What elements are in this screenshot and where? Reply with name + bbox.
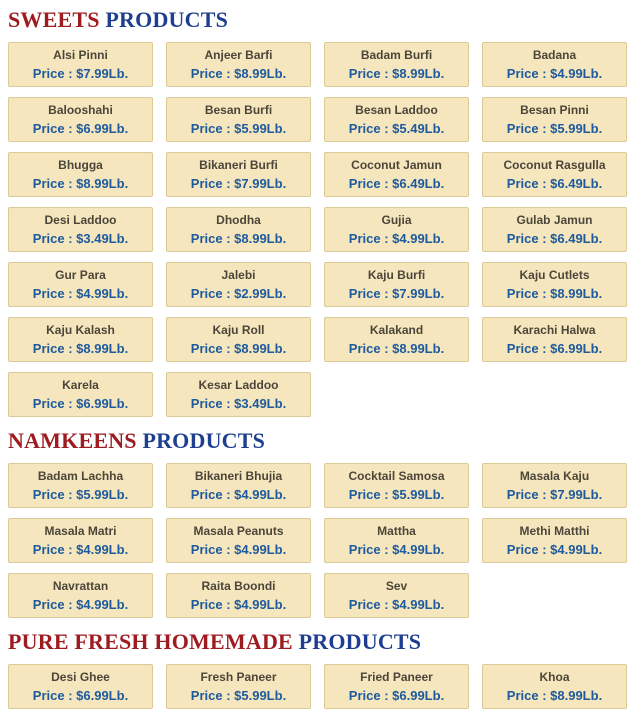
section-heading [8, 6, 627, 33]
product-name: Mattha [377, 524, 416, 538]
product-card[interactable] [8, 463, 153, 508]
product-name: Desi Ghee [51, 670, 110, 684]
product-card[interactable] [324, 317, 469, 362]
product-card[interactable] [324, 573, 469, 618]
product-card[interactable] [324, 664, 469, 709]
section-heading [8, 427, 627, 454]
product-card[interactable] [324, 207, 469, 252]
product-name: Bikaneri Bhujia [194, 469, 283, 483]
product-price: Price : $4.99Lb. [506, 542, 603, 557]
product-name: Methi Matthi [519, 524, 590, 538]
product-card[interactable] [166, 372, 311, 417]
product-name: Badana [532, 48, 577, 62]
product-card[interactable] [166, 463, 311, 508]
product-card[interactable] [482, 97, 627, 142]
product-card[interactable] [166, 97, 311, 142]
product-price: Price : $2.99Lb. [190, 286, 287, 301]
product-price: Price : $5.49Lb. [348, 121, 445, 136]
section-suffix-label: PRODUCTS [105, 7, 229, 32]
product-price: Price : $8.99Lb. [506, 688, 603, 703]
product-price: Price : $3.49Lb. [190, 396, 287, 411]
product-grid [8, 42, 627, 417]
product-name: Khoa [539, 670, 570, 684]
product-name: Fresh Paneer [200, 670, 277, 684]
product-price: Price : $4.99Lb. [348, 542, 445, 557]
product-card[interactable] [8, 317, 153, 362]
product-price: Price : $5.99Lb. [506, 121, 603, 136]
product-name: Kaju Cutlets [519, 268, 590, 282]
product-card[interactable] [8, 262, 153, 307]
product-section-sweets [8, 6, 627, 417]
product-price: Price : $8.99Lb. [506, 286, 603, 301]
section-category-label: NAMKEENS [8, 428, 137, 453]
product-price: Price : $5.99Lb. [190, 688, 287, 703]
product-name: Badam Lachha [37, 469, 124, 483]
product-name: Kaju Burfi [367, 268, 426, 282]
product-price: Price : $8.99Lb. [190, 231, 287, 246]
product-name: Besan Burfi [204, 103, 273, 117]
product-card[interactable] [8, 573, 153, 618]
product-price: Price : $7.99Lb. [32, 66, 129, 81]
product-price: Price : $4.99Lb. [32, 542, 129, 557]
product-card[interactable] [8, 664, 153, 709]
product-name: Kesar Laddoo [198, 378, 279, 392]
product-name: Coconut Jamun [351, 158, 442, 172]
section-heading [8, 628, 627, 655]
product-card[interactable] [482, 317, 627, 362]
product-section-namkeens [8, 427, 627, 618]
product-name: Fried Paneer [360, 670, 433, 684]
product-name: Raita Boondi [201, 579, 276, 593]
product-card[interactable] [166, 152, 311, 197]
product-price: Price : $4.99Lb. [190, 542, 287, 557]
product-name: Alsi Pinni [53, 48, 108, 62]
product-price: Price : $7.99Lb. [190, 176, 287, 191]
product-name: Jalebi [221, 268, 256, 282]
product-name: Anjeer Barfi [204, 48, 273, 62]
section-suffix-label: PRODUCTS [142, 428, 266, 453]
product-card[interactable] [8, 518, 153, 563]
product-grid [8, 463, 627, 618]
product-name: Kaju Kalash [46, 323, 115, 337]
product-name: Masala Kaju [519, 469, 590, 483]
product-card[interactable] [8, 97, 153, 142]
product-price: Price : $4.99Lb. [32, 597, 129, 612]
product-price: Price : $5.99Lb. [190, 121, 287, 136]
product-price: Price : $8.99Lb. [32, 341, 129, 356]
product-price: Price : $7.99Lb. [348, 286, 445, 301]
product-card[interactable] [482, 518, 627, 563]
product-price: Price : $6.99Lb. [32, 688, 129, 703]
product-price: Price : $6.49Lb. [506, 176, 603, 191]
product-name: Masala Peanuts [193, 524, 284, 538]
product-price: Price : $6.99Lb. [32, 396, 129, 411]
product-card[interactable] [324, 262, 469, 307]
product-name: Bikaneri Burfi [199, 158, 278, 172]
product-name: Navrattan [52, 579, 109, 593]
product-card[interactable] [166, 262, 311, 307]
product-name: Gur Para [55, 268, 106, 282]
product-grid [8, 664, 627, 709]
product-name: Kalakand [369, 323, 424, 337]
product-name: Karachi Halwa [513, 323, 596, 337]
product-price: Price : $4.99Lb. [190, 597, 287, 612]
product-name: Gulab Jamun [516, 213, 593, 227]
product-card[interactable] [324, 518, 469, 563]
product-price: Price : $6.99Lb. [32, 121, 129, 136]
product-price: Price : $5.99Lb. [32, 487, 129, 502]
product-card[interactable] [324, 463, 469, 508]
product-card[interactable] [166, 664, 311, 709]
product-card[interactable] [482, 207, 627, 252]
product-price: Price : $8.99Lb. [190, 66, 287, 81]
product-name: Karela [62, 378, 99, 392]
product-price: Price : $8.99Lb. [190, 341, 287, 356]
product-price: Price : $6.49Lb. [506, 231, 603, 246]
product-card[interactable] [482, 42, 627, 87]
product-name: Dhodha [216, 213, 261, 227]
product-card[interactable] [324, 42, 469, 87]
product-name: Badam Burfi [360, 48, 433, 62]
product-name: Besan Pinni [520, 103, 589, 117]
product-card[interactable] [482, 262, 627, 307]
product-name: Sev [385, 579, 408, 593]
product-card[interactable] [166, 573, 311, 618]
product-section-pure-fresh-homemade [8, 628, 627, 709]
product-price: Price : $8.99Lb. [32, 176, 129, 191]
section-category-label: SWEETS [8, 7, 100, 32]
product-price: Price : $8.99Lb. [348, 341, 445, 356]
product-price: Price : $5.99Lb. [348, 487, 445, 502]
product-name: Gujia [381, 213, 412, 227]
product-name: Coconut Rasgulla [503, 158, 606, 172]
product-price: Price : $4.99Lb. [190, 487, 287, 502]
product-name: Balooshahi [48, 103, 113, 117]
product-card[interactable] [166, 42, 311, 87]
product-name: Desi Laddoo [44, 213, 117, 227]
product-card[interactable] [166, 518, 311, 563]
product-card[interactable] [8, 152, 153, 197]
product-price: Price : $4.99Lb. [348, 231, 445, 246]
product-card[interactable] [8, 42, 153, 87]
product-price: Price : $6.99Lb. [348, 688, 445, 703]
product-card[interactable] [482, 463, 627, 508]
product-name: Besan Laddoo [355, 103, 438, 117]
product-card[interactable] [8, 207, 153, 252]
product-price: Price : $7.99Lb. [506, 487, 603, 502]
product-name: Bhugga [58, 158, 103, 172]
product-name: Cocktail Samosa [348, 469, 445, 483]
product-card[interactable] [166, 317, 311, 362]
product-price: Price : $3.49Lb. [32, 231, 129, 246]
product-card[interactable] [166, 207, 311, 252]
product-card[interactable] [8, 372, 153, 417]
product-card[interactable] [324, 152, 469, 197]
product-name: Masala Matri [44, 524, 117, 538]
product-listing [8, 6, 627, 709]
product-price: Price : $4.99Lb. [32, 286, 129, 301]
product-price: Price : $6.49Lb. [348, 176, 445, 191]
product-price: Price : $4.99Lb. [348, 597, 445, 612]
product-price: Price : $4.99Lb. [506, 66, 603, 81]
product-card[interactable] [324, 97, 469, 142]
product-name: Kaju Roll [212, 323, 265, 337]
product-price: Price : $8.99Lb. [348, 66, 445, 81]
product-price: Price : $6.99Lb. [506, 341, 603, 356]
section-category-label: PURE FRESH HOMEMADE [8, 629, 293, 654]
product-card[interactable] [482, 664, 627, 709]
section-suffix-label: PRODUCTS [298, 629, 422, 654]
product-card[interactable] [482, 152, 627, 197]
